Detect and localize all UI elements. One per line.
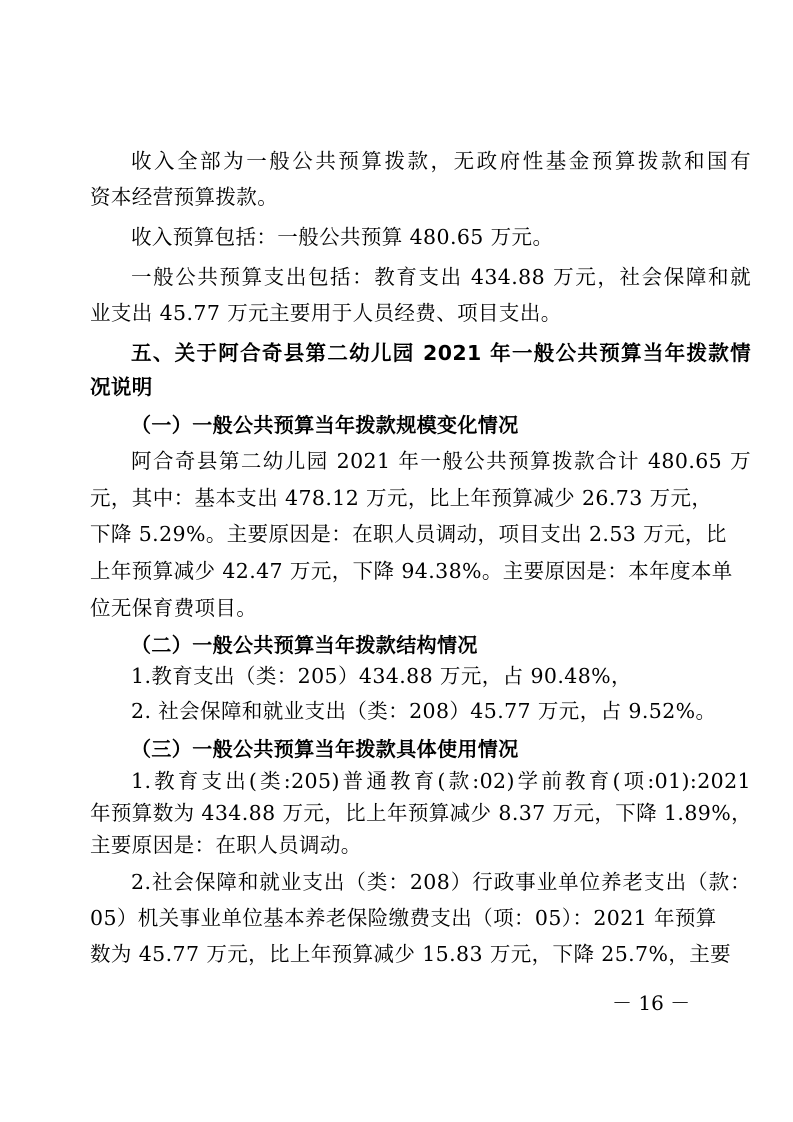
subsection-heading: （二）一般公共预算当年拨款结构情况 <box>131 633 478 657</box>
paragraph-line: 资本经营预算拨款。 <box>90 185 279 209</box>
paragraph-line: 2. 社会保障和就业支出（类：208）45.77 万元，占 9.52%。 <box>131 699 717 723</box>
paragraph-line: 主要原因是：在职人员调动。 <box>90 833 362 857</box>
paragraph-line: 1.教育支出（类：205）434.88 万元，占 90.48%， <box>131 664 632 688</box>
paragraph-line: 收入全部为一般公共预算拨款，无政府性基金预算拨款和国有 <box>131 149 751 173</box>
subsection-heading: （一）一般公共预算当年拨款规模变化情况 <box>131 413 519 437</box>
paragraph-line: 05）机关事业单位基本养老保险缴费支出（项：05）：2021 年预算 <box>90 906 717 930</box>
subsection-heading: （三）一般公共预算当年拨款具体使用情况 <box>131 737 519 761</box>
paragraph-line: 元，其中：基本支出 478.12 万元，比上年预算减少 26.73 万元， <box>90 486 713 510</box>
paragraph-line: 年预算数为 434.88 万元，比上年预算减少 8.37 万元，下降 1.89%， <box>90 801 752 825</box>
paragraph-line: 上年预算减少 42.47 万元，下降 94.38%。主要原因是：本年度本单 <box>90 559 733 583</box>
paragraph-line: 阿合奇县第二幼儿园 2021 年一般公共预算拨款合计 480.65 万 <box>131 449 751 473</box>
paragraph-line: 2.社会保障和就业支出（类：208）行政事业单位养老支出（款： <box>131 870 751 894</box>
paragraph-line: 数为 45.77 万元，比上年预算减少 15.83 万元，下降 25.7%，主要 <box>90 942 732 966</box>
paragraph-line: 收入预算包括：一般公共预算 480.65 万元。 <box>131 225 554 249</box>
section-heading: 五、关于阿合奇县第二幼儿园 2021 年一般公共预算当年拨款情 <box>131 341 751 365</box>
section-heading: 况说明 <box>90 375 153 399</box>
paragraph-line: 一般公共预算支出包括：教育支出 434.88 万元，社会保障和就 <box>131 265 751 289</box>
paragraph-line: 下降 5.29%。主要原因是：在职人员调动，项目支出 2.53 万元，比 <box>90 522 727 546</box>
paragraph-line: 1.教育支出(类:205)普通教育(款:02)学前教育(项:01):2021 <box>131 769 751 793</box>
paragraph-line: 业支出 45.77 万元主要用于人员经费、项目支出。 <box>90 301 562 325</box>
paragraph-line: 位无保育费项目。 <box>90 596 258 620</box>
page-number: － 16 － <box>612 991 691 1015</box>
